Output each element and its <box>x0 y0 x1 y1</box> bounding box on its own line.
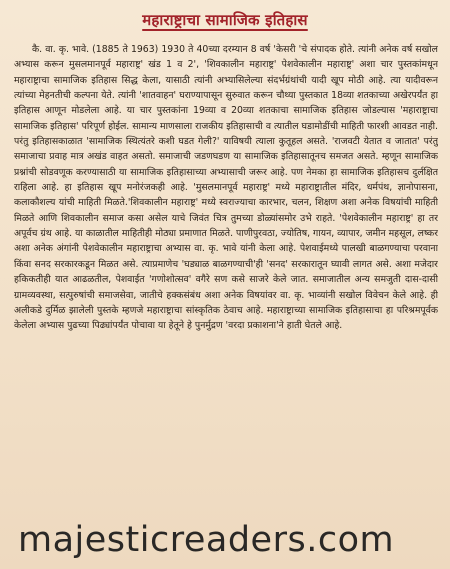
page-title: महाराष्ट्राचा सामाजिक इतिहास <box>142 11 308 29</box>
title-container <box>0 10 450 30</box>
body-paragraph: कै. वा. कृ. भावे. (1885 ते 1963) 1930 ते 40च्या दरम्यान 8 वर्ष 'केसरी 'चे संपादक होते. त्यांनी अनेक वर्ष सखोल अभ्यास करून मुसलमानपूर्व महाराष्ट्र' खंड 1 व 2', 'शिवकालीन महाराष्ट्र' पेशवेकालीन महाराष्ट्र' अशा चार पुस्तकांमधून महाराष्ट्राचा सामाजिक इतिहास सिद्ध केला, यासाठी त्यांनी अभ्यासिलेल्या संदर्भग्रंथांची यादी खूप मोठी आहे. त्या यादीवरून त्यांच्या मेहनतीची कल्पना येते. त्यांनी 'शातवाहन' घराण्यापासून सुरुवात करून चौथ्या पुस्तकात 18व्या शतकाच्या अखेरपर्यंत हा इतिहास आणून मोडलेला आहे. या चार पुस्तकांना 19व्या व 20व्या शतकाचा सामाजिक इतिहास जोडल्यास 'महाराष्ट्राचा सामाजिक इतिहास' परिपूर्ण होईल. सामान्य माणसाला राजकीय इतिहासाची व त्यातील घडामोडींची माहिती फारशी आवडत नाही. परंतु इतिहासकाळात 'सामाजिक स्थित्यंतरे कशी घडत गेली?' याविषयी त्याला कुतूहल असते. 'राजवटी येतात व जातात' परंतु समाजाचा प्रवाह मात्र अखंड वाहत असतो. समाजाची जडणघडण या सामाजिक इतिहासातूनच समजत असते. म्हणून सामाजिक प्रश्नांची सोडवणूक करण्यासाठी या सामाजिक इतिहासाच्या अभ्यासाची जरूर आहे. पण नेमका हा सामाजिक इतिहासच दुर्लक्षित राहिला आहे. हा इतिहास खूप मनोरंजकही आहे. 'मुसलमानपूर्व महाराष्ट्र' मध्ये महाराष्ट्रातील मंदिर, धर्मपंथ, ज्ञानोपासना, कलाकौशल्य यांची माहिती मिळते.'शिवकालीन महाराष्ट्र' मध्ये स्वराज्याचा कारभार, चलन, शिक्षण अशा अनेक विषयांची माहिती मिळते आणि शिवकालीन समाज कसा असेल याचे जिवंत चित्र तुमच्या डोळ्यांसमोर उभे राहते. 'पेशवेकालीन महाराष्ट्र' हा तर अपूर्वच ग्रंथ आहे. या काळातील माहितीही मोठ्या प्रमाणात मिळते. पाणीपुरवठा, ज्योतिष, गायन, व्यापार, जमीन महसूल, लष्कर अशा अनेक अंगांनी पेशवेकालीन महाराष्ट्राचा अभ्यास वा. कृ. भावे यांनी केला आहे. पेशवाईमध्ये पालखी बाळगण्याचा परवाना किंवा सनद सरकारकडून मिळत असे. त्याप्रमाणेच 'घड्याळ बाळगण्याची'ही 'सनद' सरकारातून घ्यावी लागत असे. अशा मजेदार हकिकतीही यात आढळतील, पेशवाईत 'गणोशोत्सव' वगैरे सण कसे साजरे केले जात. समाजातील अन्य समजुती दास-दासी ग्रामव्यवस्था, सत्पुरुषांची समाजसेवा, जातीचे हक्कसंबंध अशा अनेक विषयांवर वा. कृ. भाव्यांनी सखोल विवेचन केले आहे. ही अलीकडे दुर्मिळ झालेली पुस्तके म्हणजे महाराष्ट्राचा सांस्कृतिक ठेवाच आहे. महाराष्ट्राच्या सामाजिक इतिहासाचा हा परिश्रमपूर्वक केलेला अभ्यास पुढच्या पिढ्यांपर्यंत पोचावा या हेतूने हे पुनर्मुद्रण 'वरदा प्रकाशना'ने हाती घेतले आहे. <box>14 44 438 332</box>
watermark-text: majesticreaders.com <box>18 520 395 560</box>
body-text-block <box>14 42 438 560</box>
